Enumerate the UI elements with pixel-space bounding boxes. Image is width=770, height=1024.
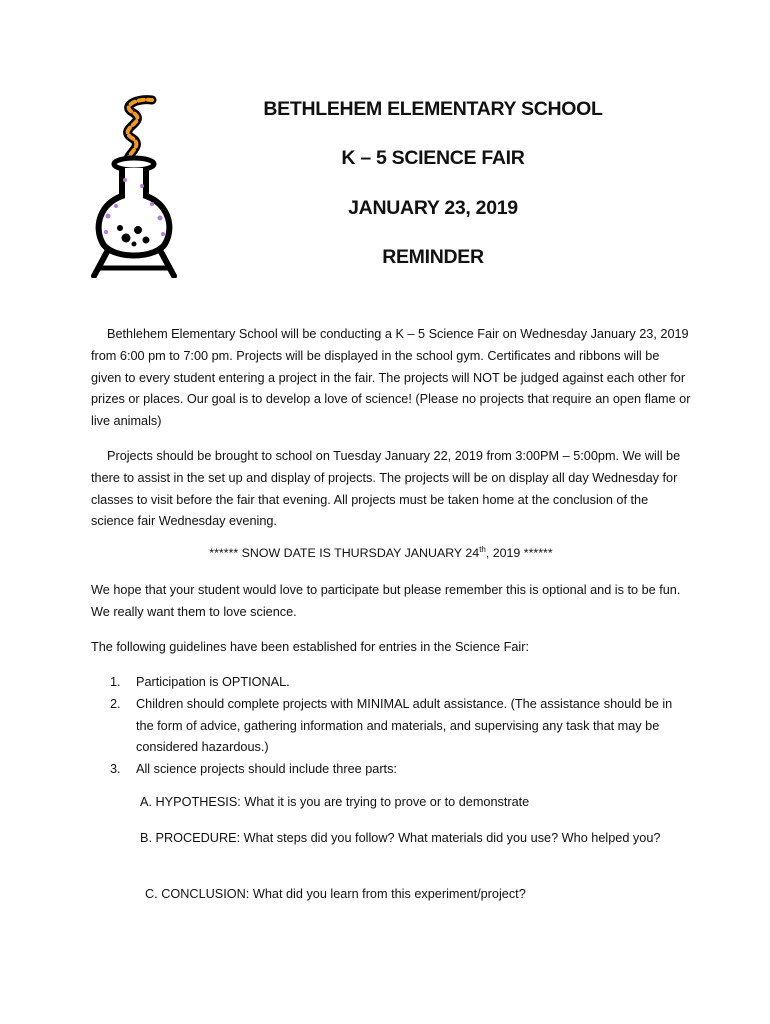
event-date: JANUARY 23, 2019	[348, 197, 518, 219]
reminder-heading: REMINDER	[382, 246, 484, 268]
guidelines-intro: The following guidelines have been established for entries in the Science Fair:	[91, 640, 529, 654]
list-item: 3. All science projects should include three parts:	[110, 762, 397, 777]
science-flask-icon	[86, 92, 182, 278]
list-item: 1. Participation is OPTIONAL.	[110, 675, 290, 689]
optional-paragraph: We hope that your student would love to participate but please remember this is optional and is to be fun. We really want them to love science.	[91, 583, 681, 619]
intro-paragraph: Bethlehem Elementary School will be conducting a K – 5 Science Fair on Wednesday January 23, 2019 from 6:00 pm to 7:00 pm. Projects will be displayed in the school gym. Certificates and ribbons will be given to every student entering a project in the fair. The projects will NOT be judged against each other for prizes or places. Our goal is to develop a love of science! (Please no projects that require an open flame or live animals)	[91, 327, 691, 429]
list-item: 2. Children should complete projects with MINIMAL adult assistance. (The assistance should be in the form of advice, gathering information and materials, and supervising any task that may be considered hazardous.)	[110, 696, 673, 755]
snow-date-notice: ****** SNOW DATE IS THURSDAY JANUARY 24th, 2019 ******	[209, 545, 553, 561]
part-conclusion: C. CONCLUSION: What did you learn from this experiment/project?	[145, 887, 526, 901]
part-procedure: B. PROCEDURE: What steps did you follow? What materials did you use? Who helped you?	[140, 831, 661, 845]
guidelines-list	[110, 672, 690, 781]
event-title: K – 5 SCIENCE FAIR	[341, 147, 525, 169]
school-name: BETHLEHEM ELEMENTARY SCHOOL	[263, 98, 603, 120]
part-hypothesis: A. HYPOTHESIS: What it is you are trying to prove or to demonstrate	[140, 795, 530, 809]
dropoff-paragraph: Projects should be brought to school on Tuesday January 22, 2019 from 3:00PM – 5:00pm. We will be there to assist in the set up and display of projects. The projects will be on display all day Wednesday for classes to visit before the fair that evening. All projects must be taken home at the conclusion of the science fair Wednesday evening.	[91, 449, 681, 529]
